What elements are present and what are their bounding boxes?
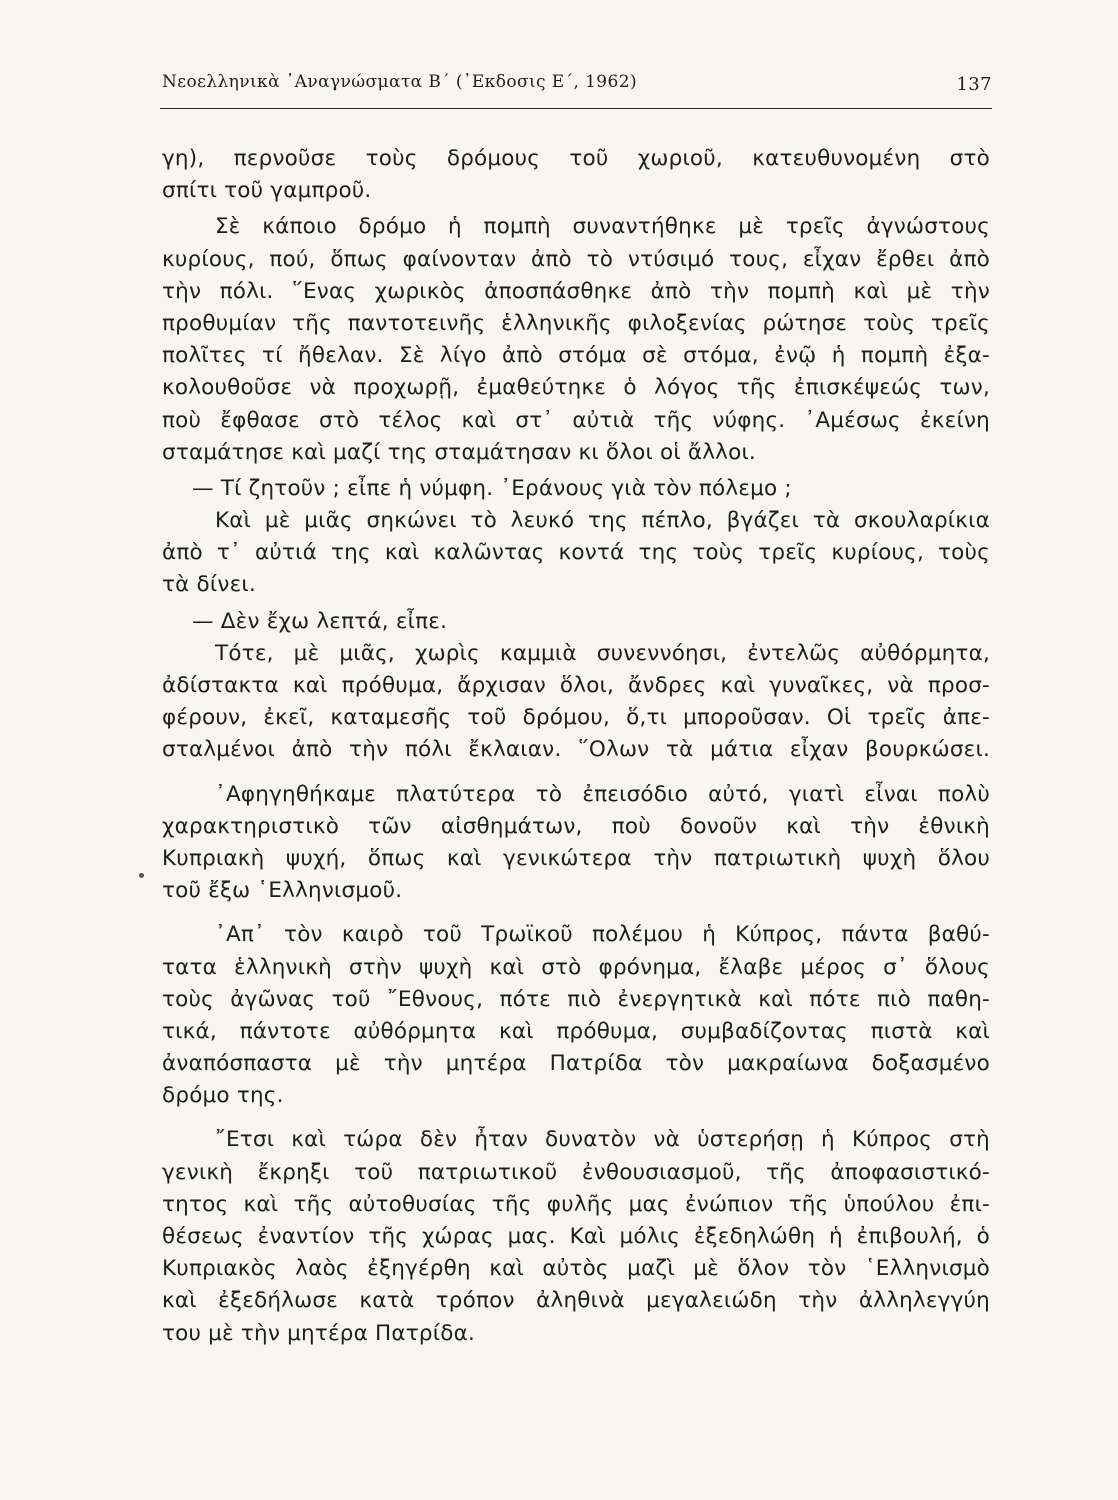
header-rule [160,108,992,109]
text-line: — Δὲν ἔχω λεπτά, εἶπε. [192,608,448,634]
text-line: ἀπὸ τ᾿ αὐτιά της καὶ καλῶντας κοντά της τοὺς τρεῖς κυρίους, τοὺς [162,540,990,566]
margin-mark [139,873,144,878]
text-line: καὶ ἐξεδήλωσε κατὰ τρόπον ἀληθινὰ μεγαλειώδη τὴν ἀλληλεγγύη [162,1288,990,1314]
text-line: τοὺς ἀγῶνας τοῦ ῎Εθνους, πότε πιὸ ἐνεργητικὰ καὶ πότε πιὸ παθη- [162,986,990,1012]
text-line: ῎Ετσι καὶ τώρα δὲν ἦταν δυνατὸν νὰ ὑστερήσῃ ἡ Κύπρος στὴ [215,1127,990,1153]
text-line: ἀδίστακτα καὶ πρόθυμα, ἄρχισαν ὅλοι, ἄνδρες καὶ γυναῖκες, νὰ προσ- [162,673,990,698]
text-line: κολουθοῦσε νὰ προχωρῇ, ἐμαθεύτηκε ὁ λόγος τῆς ἐπισκέψεώς των, [162,375,990,401]
text-line: ᾿Αφηγηθήκαμε πλατύτερα τὸ ἐπεισόδιο αὐτό, γιατὶ εἶναι πολὺ [215,781,990,807]
text-line: Κυπριακὴ ψυχή, ὅπως καὶ γενικώτερα τὴν πατριωτικὴ ψυχὴ ὅλου [162,845,990,871]
text-line: τικά, πάντοτε αὐθόρμητα καὶ πρόθυμα, συμβαδίζοντας πιστὰ καὶ [162,1018,990,1044]
text-line: τὰ δίνει. [162,572,256,598]
text-line: ποὺ ἔφθασε στὸ τέλος καὶ στ᾿ αὐτιὰ τῆς νύφης. ᾿Αμέσως ἐκείνη [162,407,990,433]
text-line: σταλμένοι ἀπὸ τὴν πόλι ἔκλαιαν. ῞Ολων τὰ μάτια εἶχαν βουρκώσει. [162,737,990,763]
text-line: Σὲ κάποιο δρόμο ἡ πομπὴ συναντήθηκε μὲ τρεῖς ἀγνώστους [215,214,990,240]
text-line: σταμάτησε καὶ μαζί της σταμάτησαν κι ὅλοι οἱ ἄλλοι. [162,439,756,465]
text-line: του μὲ τὴν μητέρα Πατρίδα. [162,1320,476,1346]
running-head [162,70,992,100]
text-line: γη), περνοῦσε τοὺς δρόμους τοῦ χωριοῦ, κατευθυνομένη στὸ [162,146,990,171]
text-line: πολῖτες τί ἤθελαν. Σὲ λίγο ἀπὸ στόμα σὲ στόμα, ἐνῷ ἡ πομπὴ ἐξα- [162,343,990,369]
line-gap [162,1112,990,1124]
text-line: ἀναπόσπαστα μὲ τὴν μητέρα Πατρίδα τὸν μακραίωνα δοξασμένο [162,1051,990,1077]
body-text [162,143,990,1350]
line-gap [162,767,990,779]
text-line: Καὶ μὲ μιᾶς σηκώνει τὸ λευκό της πέπλο, βγάζει τὰ σκουλαρίκια [215,508,990,534]
text-line: — Τί ζητοῦν ; εἶπε ἡ νύμφη. ᾿Εράνους γιὰ τὸν πόλεμο ; [192,475,792,501]
text-line: γενικὴ ἔκρηξι τοῦ πατριωτικοῦ ἐνθουσιασμοῦ, τῆς ἀποφασιστικό- [162,1159,990,1185]
page-number: 137 [956,74,992,95]
text-line: προθυμίαν τῆς παντοτεινῆς ἑλληνικῆς φιλοξενίας ρώτησε τοὺς τρεῖς [162,310,990,336]
line-gap [162,907,990,919]
text-line: ᾿Απ᾿ τὸν καιρὸ τοῦ Τρωϊκοῦ πολέμου ἡ Κύπρος, πάντα βαθύ- [215,922,990,948]
text-line: Τότε, μὲ μιᾶς, χωρὶς καμμιὰ συνεννόησι, ἐντελῶς αὐθόρμητα, [215,640,990,666]
text-line: τὴν πόλι. ῞Ενας χωρικὸς ἀποσπάσθηκε ἀπὸ τὴν πομπὴ καὶ μὲ τὴν [162,278,990,304]
text-line: δρόμο της. [162,1083,284,1109]
text-line: φέρουν, ἐκεῖ, καταμεσῆς τοῦ δρόμου, ὅ,τι μποροῦσαν. Οἱ τρεῖς ἀπε- [162,705,990,731]
text-line: τατα ἑλληνικὴ στὴν ψυχὴ καὶ στὸ φρόνημα, ἔλαβε μέρος σ᾿ ὅλους [162,954,990,980]
text-line: κυρίους, πού, ὅπως φαίνονταν ἀπὸ τὸ ντύσιμό τους, εἶχαν ἔρθει ἀπὸ [162,246,990,272]
text-line: θέσεως ἐναντίον τῆς χώρας μας. Καὶ μόλις ἐξεδηλώθη ἡ ἐπιβουλή, ὁ [162,1224,990,1249]
text-line: χαρακτηριστικὸ τῶν αἰσθημάτων, ποὺ δονοῦν καὶ τὴν ἐθνικὴ [162,813,990,839]
text-line: Κυπριακὸς λαὸς ἐξηγέρθη καὶ αὐτὸς μαζὶ μὲ ὅλον τὸν ῾Ελληνισμὸ [162,1256,990,1282]
text-line: τοῦ ἔξω ῾Ελληνισμοῦ. [162,878,403,904]
text-line: σπίτι τοῦ γαμπροῦ. [162,178,372,204]
text-line: τητος καὶ τῆς αὐτοθυσίας τῆς φυλῆς μας ἐνώπιον τῆς ὑπούλου ἐπι- [162,1191,990,1217]
book-title: Νεοελληνικὰ ᾿Αναγνώσματα Β΄ (᾿Εκδοσις Ε΄, 1962) [162,72,637,92]
